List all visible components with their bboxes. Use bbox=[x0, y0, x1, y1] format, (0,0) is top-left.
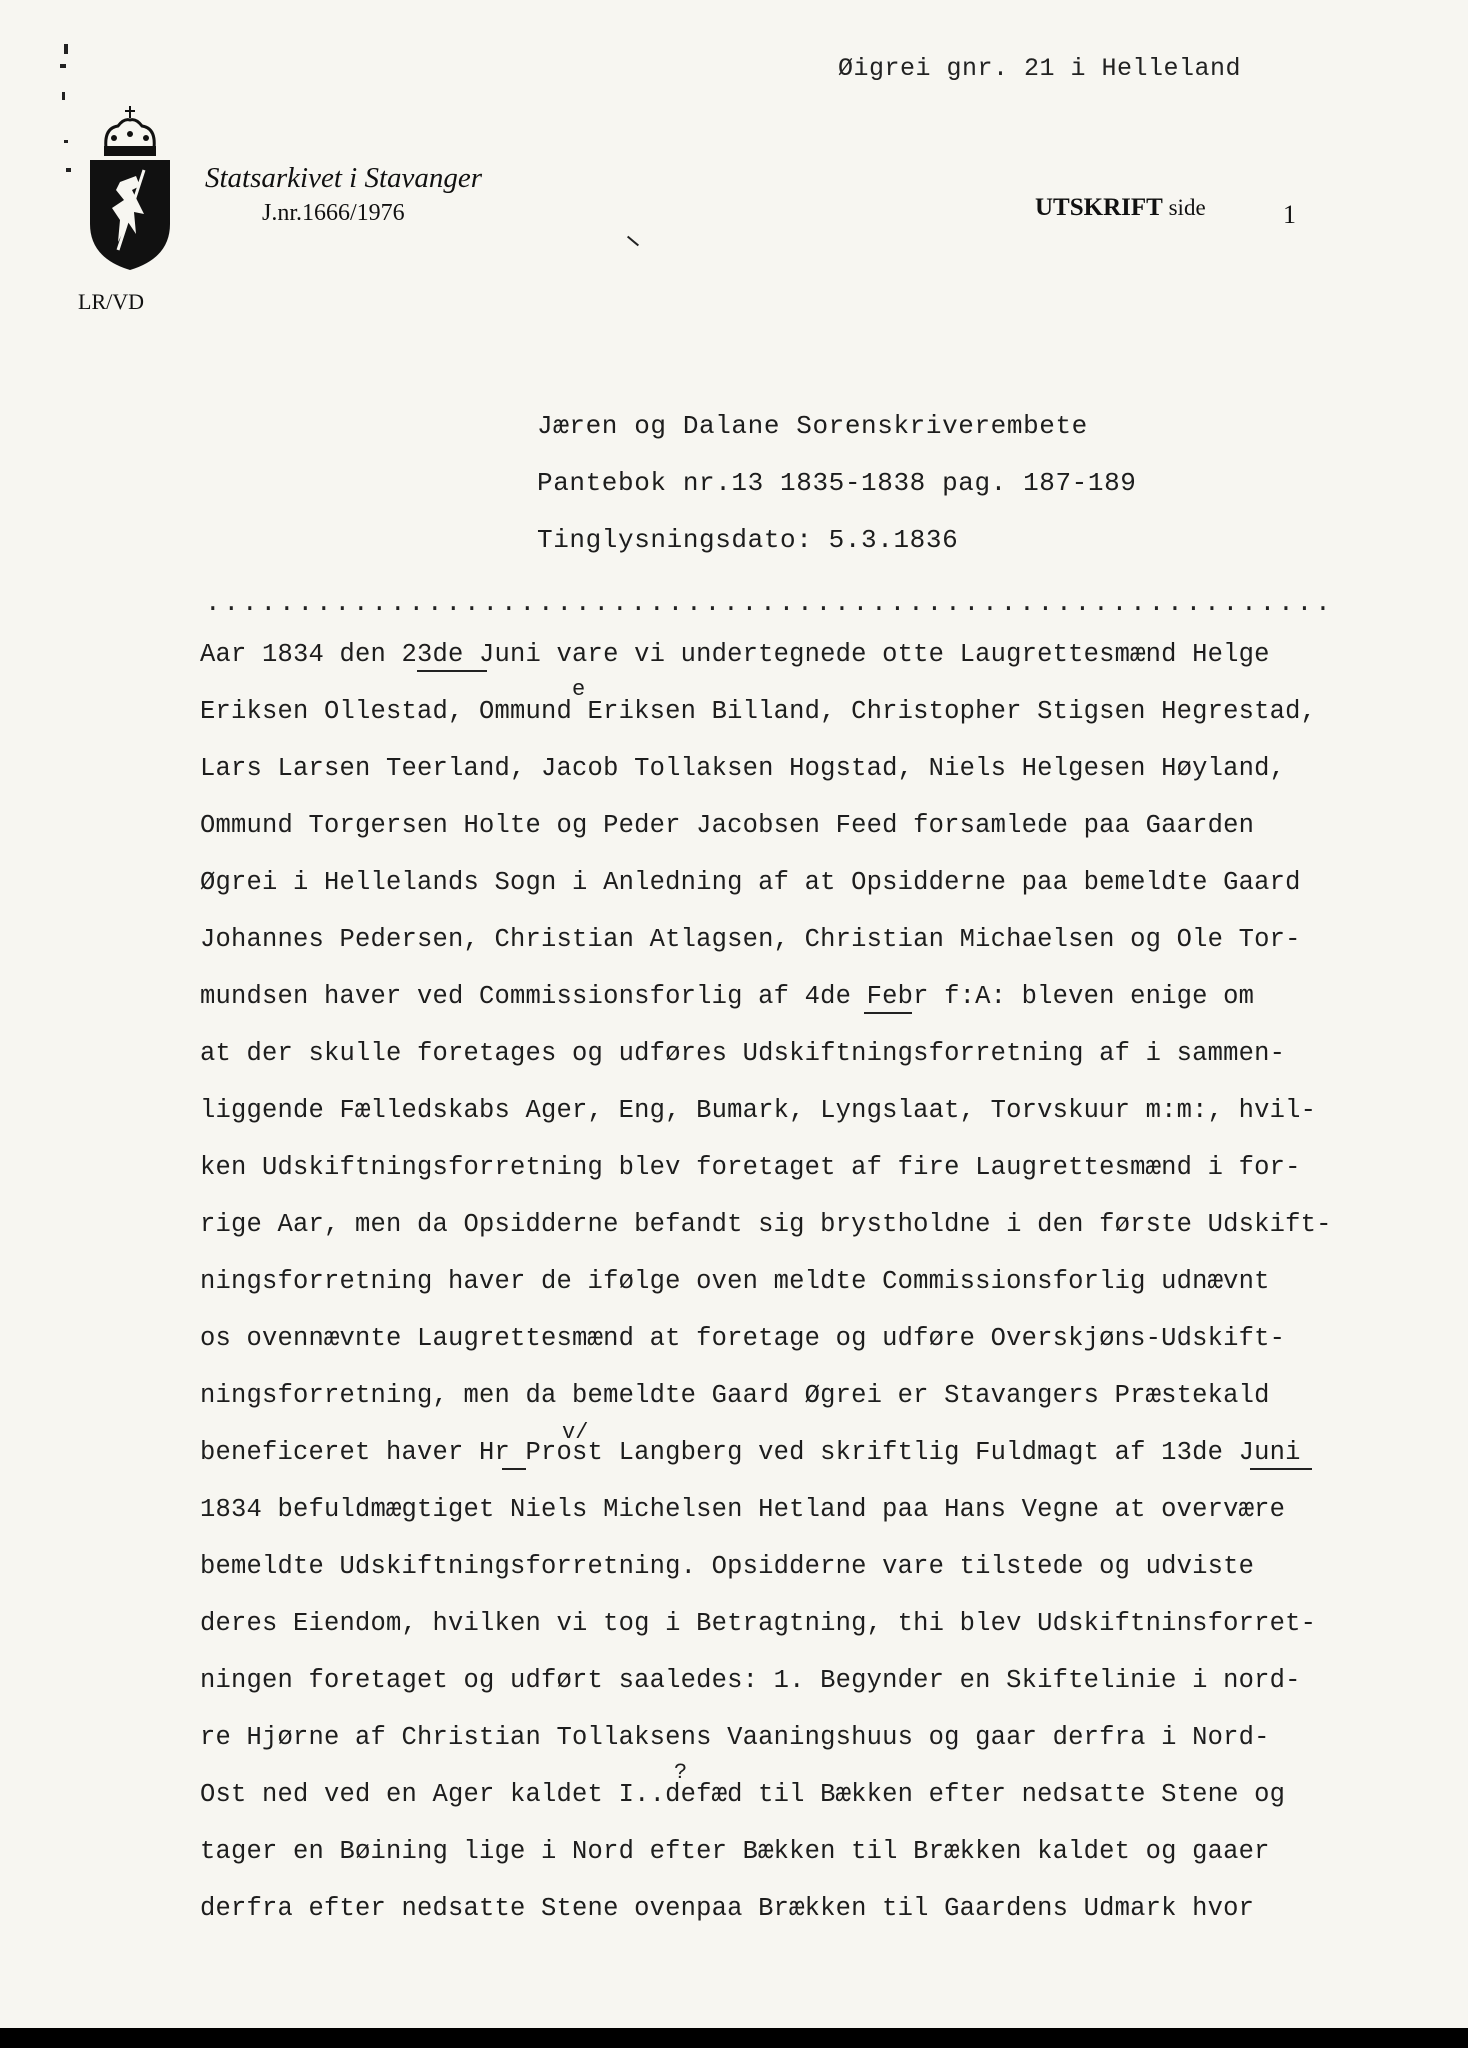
margin-mark bbox=[64, 44, 68, 54]
journal-number: J.nr.1666/1976 bbox=[262, 200, 405, 226]
side-label: side bbox=[1168, 195, 1206, 220]
separator-line: ............................................................. bbox=[205, 588, 1334, 618]
text-line: tager en Bøining lige i Nord efter Bækken til Brækken kaldet og gaaer bbox=[200, 1837, 1270, 1866]
margin-mark bbox=[60, 64, 66, 68]
margin-mark bbox=[66, 168, 71, 172]
text-line: liggende Fælledskabs Ager, Eng, Bumark, Lyngslaat, Torvskuur m:m:, hvil- bbox=[200, 1096, 1317, 1125]
text-line: ningsforretning, men da bemeldte Gaard Øgrei er Stavangers Præstekald bbox=[200, 1381, 1270, 1410]
uncertain-reading-mark: ? bbox=[674, 1760, 688, 1785]
underline-mark bbox=[864, 1012, 912, 1014]
underline-mark bbox=[502, 1468, 526, 1470]
text-line: Aar 1834 den 23de Juni vare vi undertegnede otte Laugrettesmænd Helge bbox=[200, 640, 1270, 669]
text-line: rige Aar, men da Opsidderne befandt sig brystholdne i den første Udskift- bbox=[200, 1210, 1332, 1239]
underline-mark bbox=[417, 670, 487, 672]
archive-name: Statsarkivet i Stavanger bbox=[205, 162, 483, 194]
text-line: re Hjørne af Christian Tollaksens Vaaningshuus og gaar derfra i Nord- bbox=[200, 1723, 1270, 1752]
text-line: mundsen haver ved Commissionsforlig af 4de Febr f:A: bleven enige om bbox=[200, 982, 1255, 1011]
text-line: derfra efter nedsatte Stene ovenpaa Brækken til Gaardens Udmark hvor bbox=[200, 1894, 1255, 1923]
book-reference: Pantebok nr.13 1835-1838 pag. 187-189 bbox=[537, 468, 1137, 498]
text-line: Lars Larsen Teerland, Jacob Tollaksen Hogstad, Niels Helgesen Høyland, bbox=[200, 754, 1286, 783]
underline-mark bbox=[1250, 1468, 1312, 1470]
text-line: at der skulle foretages og udføres Udskiftningsforretning af i sammen- bbox=[200, 1039, 1286, 1068]
scan-border bbox=[0, 2028, 1468, 2048]
text-line: ken Udskiftningsforretning blev foretaget af fire Laugrettesmænd i for- bbox=[200, 1153, 1301, 1182]
superscript-annotation: e bbox=[572, 677, 586, 702]
page-number: 1 bbox=[1283, 200, 1296, 229]
text-line: Ommund Torgersen Holte og Peder Jacobsen Feed forsamlede paa Gaarden bbox=[200, 811, 1255, 840]
text-line: bemeldte Udskiftningsforretning. Opsidderne vare tilstede og udviste bbox=[200, 1552, 1255, 1581]
superscript-annotation: v/ bbox=[562, 1420, 589, 1445]
coat-of-arms-icon bbox=[84, 104, 176, 274]
text-line: beneficeret haver Hr Prost Langberg ved skriftlig Fuldmagt af 13de Juni bbox=[200, 1438, 1301, 1467]
office-name: Jæren og Dalane Sorenskriverembete bbox=[537, 411, 1088, 441]
text-line: 1834 befuldmægtiget Niels Michelsen Hetland paa Hans Vegne at overvære bbox=[200, 1495, 1286, 1524]
text-line: ningsforretning haver de ifølge oven meldte Commissionsforlig udnævnt bbox=[200, 1267, 1270, 1296]
margin-mark bbox=[64, 140, 68, 143]
margin-mark bbox=[62, 92, 65, 100]
text-line: ningen foretaget og udført saaledes: 1. Begynder en Skiftelinie i nord- bbox=[200, 1666, 1301, 1695]
stray-mark bbox=[627, 236, 639, 247]
utskrift-label bbox=[1035, 194, 1206, 222]
text-line: os ovennævnte Laugrettesmænd at foretage og udføre Overskjøns-Udskift- bbox=[200, 1324, 1286, 1353]
registration-date: Tinglysningsdato: 5.3.1836 bbox=[537, 525, 959, 555]
text-line: Johannes Pedersen, Christian Atlagsen, Christian Michaelsen og Ole Tor- bbox=[200, 925, 1301, 954]
initials: LR/VD bbox=[78, 289, 144, 314]
text-line: Eriksen Ollestad, Ommund Eriksen Billand, Christopher Stigsen Hegrestad, bbox=[200, 697, 1317, 726]
text-line: Ost ned ved en Ager kaldet I..defæd til Bækken efter nedsatte Stene og bbox=[200, 1780, 1286, 1809]
utskrift-text: UTSKRIFT bbox=[1035, 194, 1163, 221]
text-line: Øgrei i Hellelands Sogn i Anledning af at Opsidderne paa bemeldte Gaard bbox=[200, 868, 1301, 897]
property-title: Øigrei gnr. 21 i Helleland bbox=[838, 54, 1242, 83]
text-line: deres Eiendom, hvilken vi tog i Betragtning, thi blev Udskiftninsforret- bbox=[200, 1609, 1317, 1638]
